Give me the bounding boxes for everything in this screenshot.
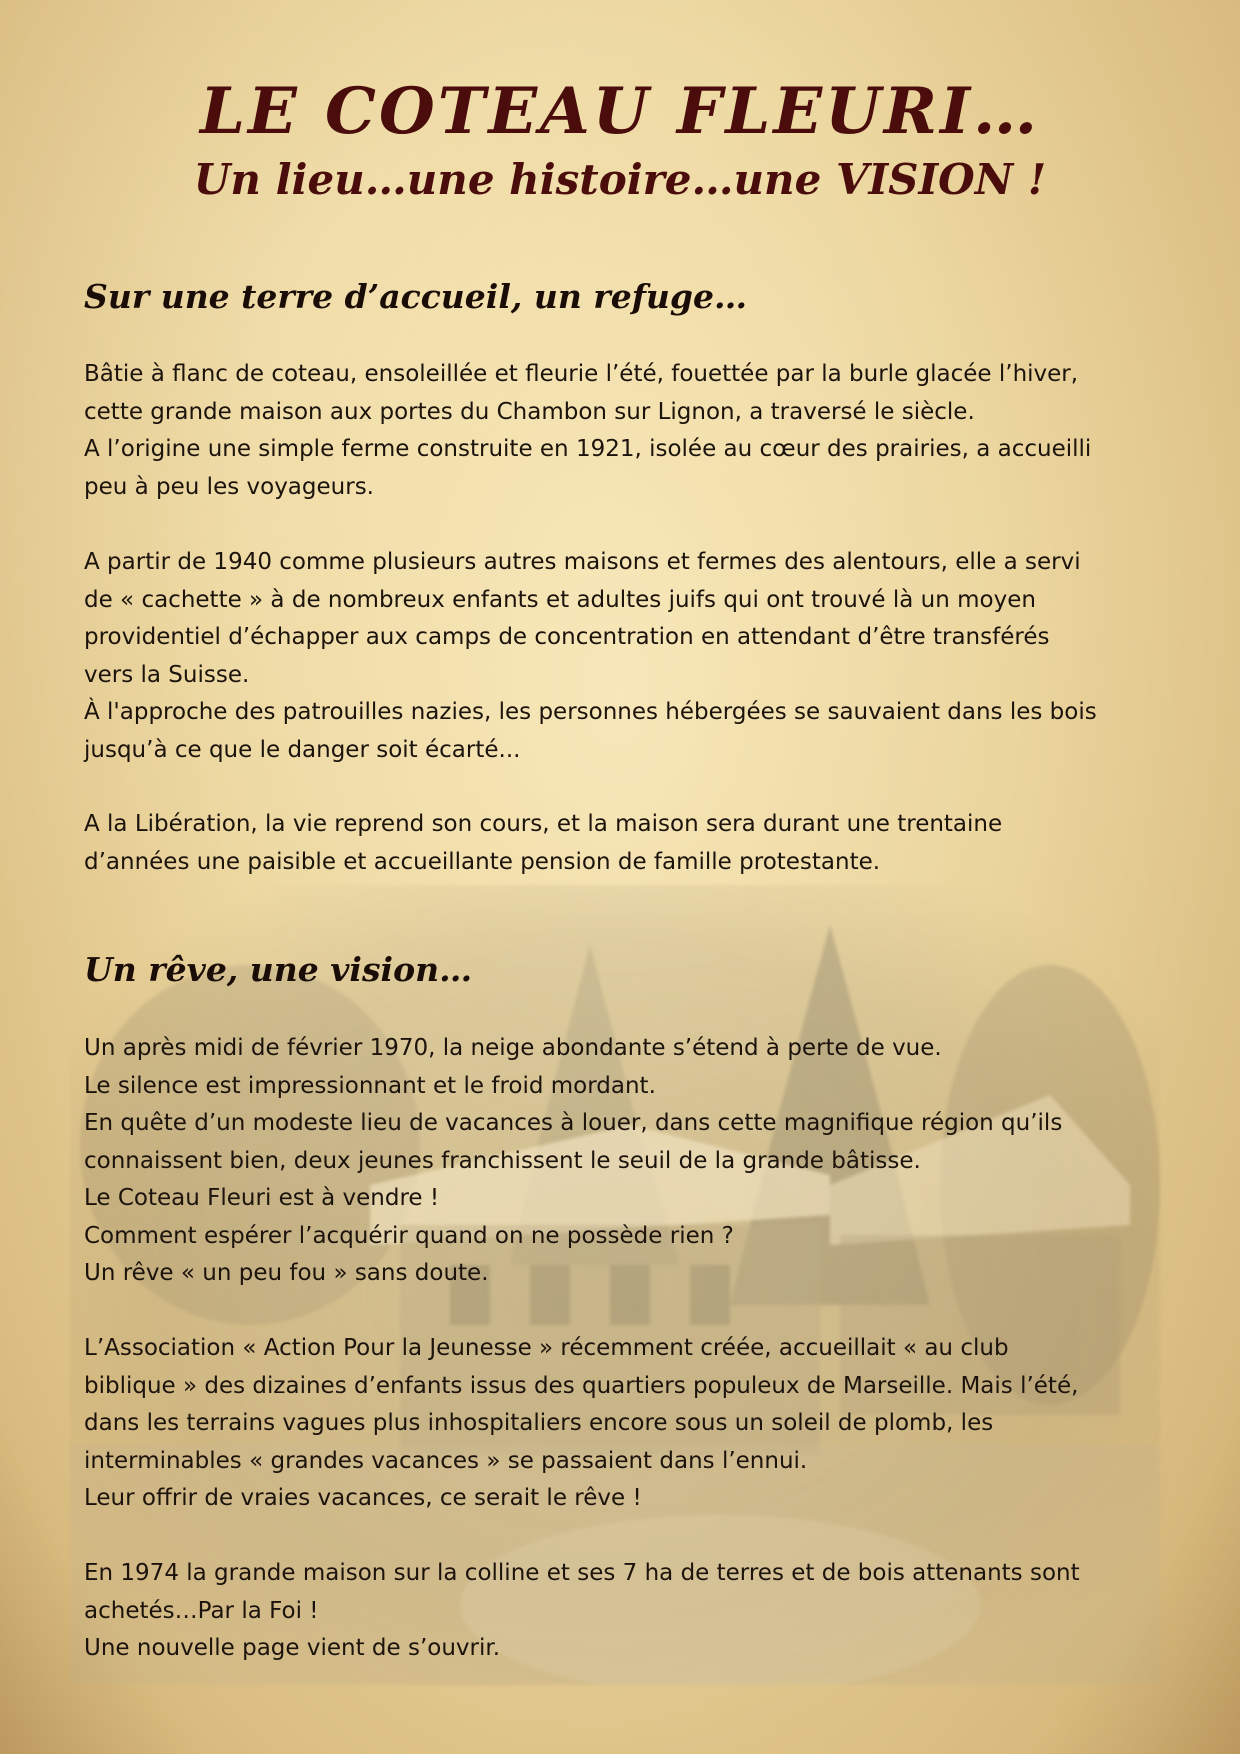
paragraph-origin	[84, 356, 1156, 506]
page-subtitle: Un lieu…une histoire…une VISION !	[193, 155, 1047, 204]
paragraph-association	[84, 1330, 1156, 1518]
text-line: de « cachette » à de nombreux enfants et adultes juifs qui ont trouvé là un moyen	[84, 586, 1036, 613]
text-line: Le Coteau Fleuri est à vendre !	[84, 1185, 440, 1211]
page-title: LE COTEAU FLEURI…	[199, 74, 1041, 149]
paragraph-february-1970	[84, 1030, 1156, 1293]
text-line: Bâtie à flanc de coteau, ensoleillée et fleurie l’été, fouettée par la burle glacée l’hiver,	[84, 361, 1079, 387]
text-line: connaissent bien, deux jeunes franchissent le seuil de la grande bâtisse.	[84, 1147, 921, 1174]
paragraph-liberation	[84, 806, 1156, 881]
paragraph-purchase-1974	[84, 1555, 1156, 1668]
text-line: Le silence est impressionnant et le froid mordant.	[84, 1072, 656, 1099]
text-line: vers la Suisse.	[84, 661, 250, 688]
text-line: Un après midi de février 1970, la neige abondante s’étend à perte de vue.	[84, 1035, 942, 1061]
text-line: A l’origine une simple ferme construite en 1921, isolée au cœur des prairies, a accueilli	[84, 436, 1092, 462]
text-line: providentiel d’échapper aux camps de concentration en attendant d’être transférés	[84, 624, 1050, 650]
text-line: dans les terrains vagues plus inhospitaliers encore sous un soleil de plomb, les	[84, 1410, 994, 1436]
text-line: peu à peu les voyageurs.	[84, 473, 374, 500]
text-line: jusqu’à ce que le danger soit écarté...	[84, 736, 521, 763]
text-line: d’années une paisible et accueillante pension de famille protestante.	[84, 848, 881, 875]
text-line: biblique » des dizaines d’enfants issus des quartiers populeux de Marseille. Mais l’été,	[84, 1372, 1079, 1399]
text-line: En quête d’un modeste lieu de vacances à louer, dans cette magnifique région qu’ils	[84, 1110, 1063, 1136]
text-line: A partir de 1940 comme plusieurs autres maisons et fermes des alentours, elle a servi	[84, 549, 1081, 575]
section-heading-refuge: Sur une terre d’accueil, un refuge…	[84, 277, 747, 316]
text-line: L’Association « Action Pour la Jeunesse » récemment créée, accueillait « au club	[84, 1335, 1009, 1361]
text-line: interminables « grandes vacances » se passaient dans l’ennui.	[84, 1447, 808, 1474]
paragraph-war-hiding	[84, 544, 1156, 769]
text-line: Une nouvelle page vient de s’ouvrir.	[84, 1635, 501, 1661]
text-line: A la Libération, la vie reprend son cours, et la maison sera durant une trentaine	[84, 811, 1003, 837]
text-line: Leur offrir de vraies vacances, ce serait le rêve !	[84, 1485, 642, 1511]
text-line: Un rêve « un peu fou » sans doute.	[84, 1260, 489, 1286]
text-line: En 1974 la grande maison sur la colline et ses 7 ha de terres et de bois attenants sont	[84, 1560, 1080, 1586]
text-line: À l'approche des patrouilles nazies, les personnes hébergées se sauvaient dans les bois	[84, 699, 1097, 725]
section-heading-vision: Un rêve, une vision…	[84, 950, 473, 989]
text-line: Comment espérer l’acquérir quand on ne possède rien ?	[84, 1222, 734, 1249]
text-line: achetés…Par la Foi !	[84, 1597, 319, 1624]
text-line: cette grande maison aux portes du Chambon sur Lignon, a traversé le siècle.	[84, 398, 975, 425]
